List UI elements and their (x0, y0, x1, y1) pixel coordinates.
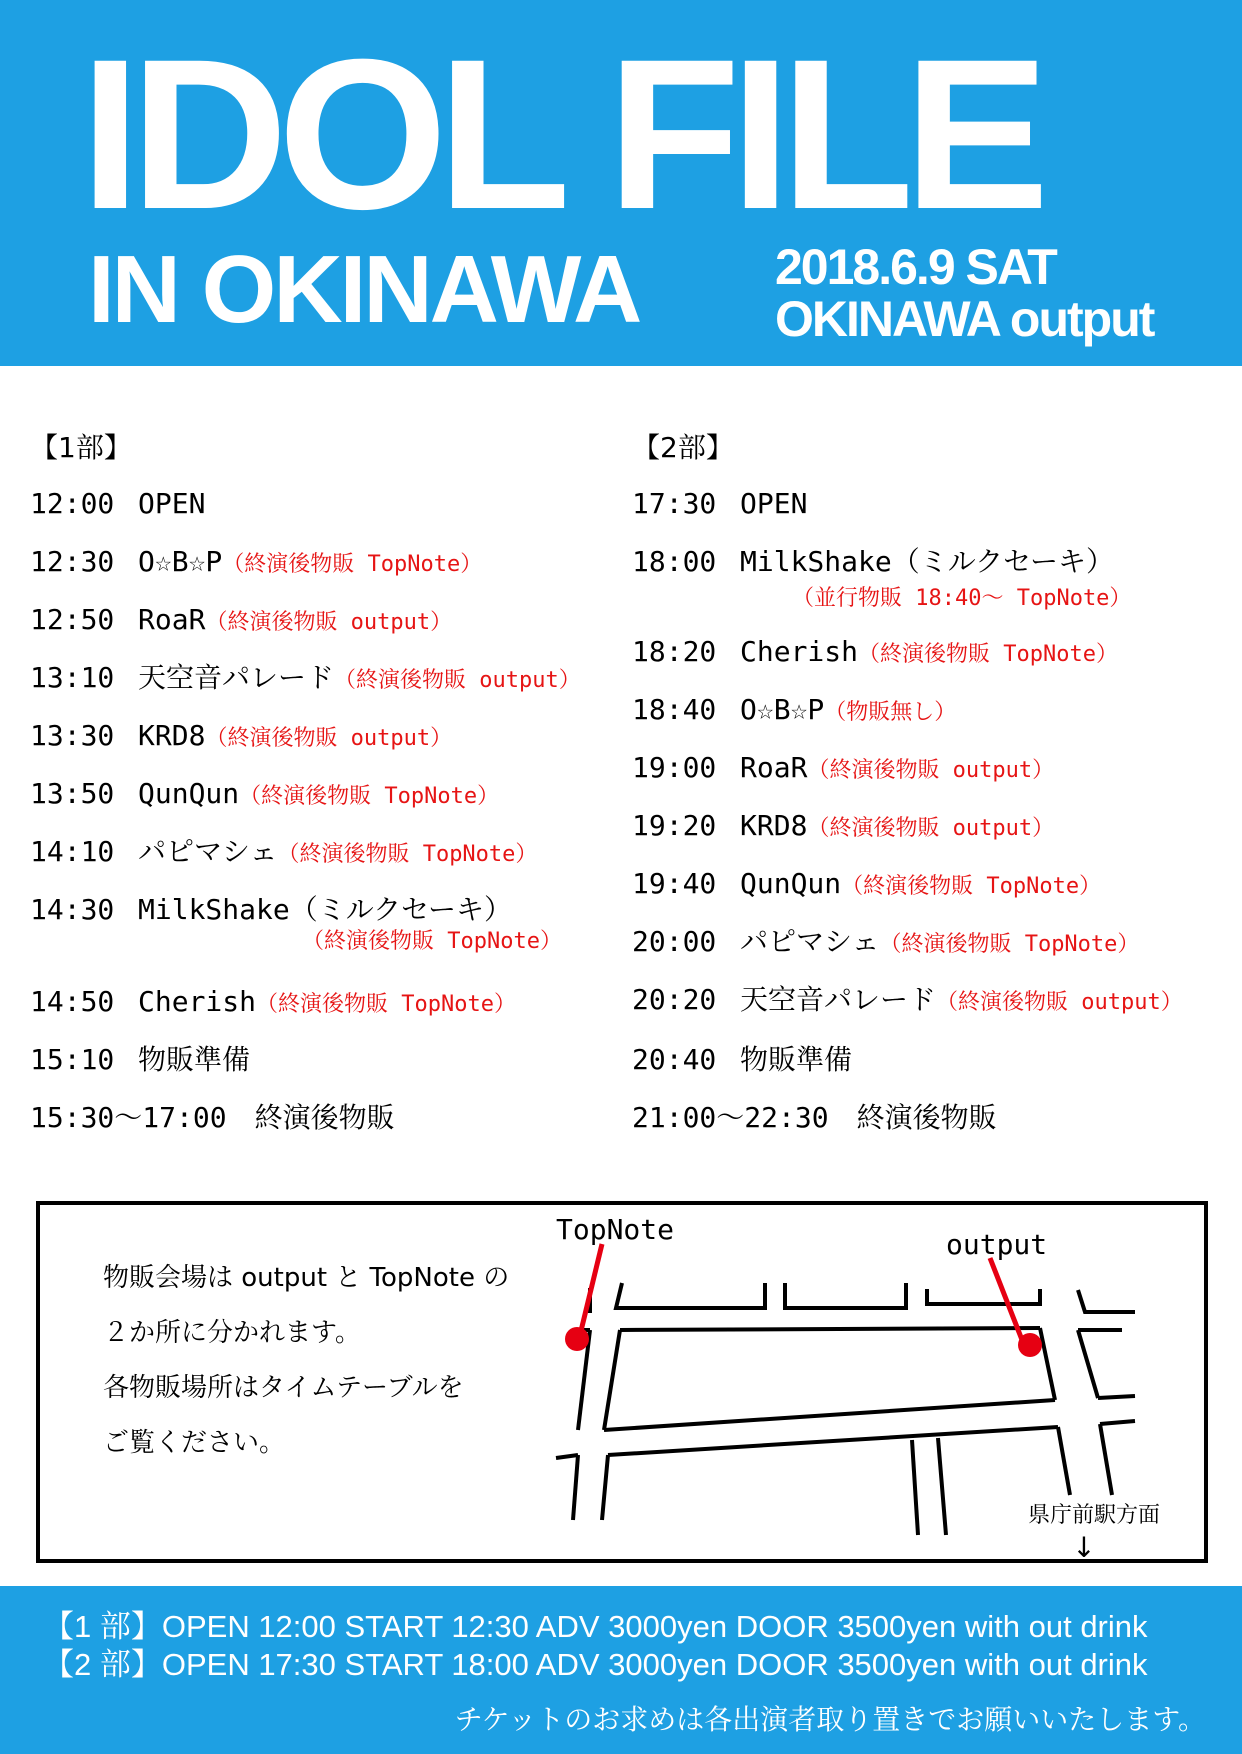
schedule-act: RoaR (138, 603, 206, 636)
milkshake-merch-note: （終演後物販 TopNote） (302, 929, 562, 954)
part2-heading: 【2部】 (632, 431, 734, 464)
schedule-act: KRD8 (138, 719, 206, 752)
map-text-line: ２か所に分かれます。 (103, 1318, 361, 1348)
schedule-time: 13:10 (30, 661, 115, 694)
schedule-act: パピマシェ (138, 835, 278, 868)
map-street (1078, 1330, 1098, 1398)
topnote-label: TopNote (556, 1213, 675, 1246)
schedule-act: Cherish (138, 985, 257, 1018)
map-street (620, 1328, 1040, 1330)
map-street (556, 1455, 578, 1458)
part2-ticket-info: 【2 部】OPEN 17:30 START 18:00 ADV 3000yen DOOR 3500yen with out drink (43, 1647, 1148, 1682)
part1-ticket-info: 【1 部】OPEN 12:00 START 12:30 ADV 3000yen DOOR 3500yen with out drink (43, 1609, 1148, 1644)
schedule-time: 18:20 (632, 635, 717, 668)
merch-note: （終演後物販 output） (205, 726, 453, 751)
map-street (912, 1440, 918, 1535)
schedule-time: 14:30 (30, 893, 115, 926)
schedule-time: 20:20 (632, 983, 717, 1016)
map-street (1078, 1290, 1135, 1312)
merch-note: （終演後物販 TopNote） (222, 552, 483, 577)
schedule-time: 19:20 (632, 809, 717, 842)
map-street (602, 1455, 608, 1520)
merch-note: （終演後物販 output） (807, 816, 1055, 841)
event-subtitle: IN OKINAWA (88, 236, 640, 343)
output-pointer (990, 1258, 1024, 1345)
schedule-act: KRD8 (740, 809, 808, 842)
part1-heading: 【1部】 (30, 431, 132, 464)
schedule-act: 物販準備 (138, 1043, 251, 1076)
schedule-act: 物販準備 (740, 1043, 853, 1076)
schedule-time: 14:10 (30, 835, 115, 868)
schedule-act: パピマシェ (740, 925, 880, 958)
milkshake-merch-note: （並行物販 18:40〜 TopNote） (792, 586, 1132, 611)
map-street (1058, 1427, 1070, 1495)
schedule-time: 13:30 (30, 719, 115, 752)
map-street (573, 1455, 578, 1520)
footer-banner (0, 1586, 1242, 1754)
map-text-line: ご覧ください。 (103, 1428, 286, 1458)
schedule-time: 12:00 (30, 487, 115, 520)
schedule-act: 天空音パレード (138, 661, 335, 694)
schedule-act: 天空音パレード (740, 983, 937, 1016)
final-merch-row: 15:30〜17:00 終演後物販 (30, 1101, 395, 1134)
map-street (927, 1289, 1040, 1304)
merch-note: （終演後物販 output） (334, 668, 581, 693)
schedule-time: 17:30 (632, 487, 717, 520)
schedule-time: 14:50 (30, 985, 115, 1018)
schedule-act: QunQun (740, 867, 842, 900)
event-title: IDOL FILE (80, 15, 1040, 254)
schedule-time: 15:10 (30, 1043, 115, 1076)
schedule-time: 20:00 (632, 925, 717, 958)
event-venue: OKINAWA output (775, 291, 1154, 347)
output-label: output (946, 1228, 1048, 1261)
schedule-act: MilkShake（ミルクセーキ） (138, 893, 513, 926)
event-date: 2018.6.9 SAT (775, 239, 1056, 295)
merch-note: （物販無し） (824, 700, 957, 725)
map-street (604, 1330, 620, 1430)
merch-note: （終演後物販 TopNote） (858, 642, 1118, 667)
ticket-note: チケットのお求めは各出演者取り置きでお願いいたします。 (454, 1703, 1206, 1736)
down-arrow-icon: ↓ (1072, 1531, 1096, 1564)
topnote-marker-icon (565, 1327, 589, 1351)
output-marker-icon (1018, 1333, 1042, 1357)
schedule-time: 20:40 (632, 1043, 717, 1076)
map-street (1098, 1396, 1135, 1398)
merch-note: （終演後物販 TopNote） (879, 932, 1140, 957)
schedule-act: O☆B☆P (138, 545, 223, 578)
schedule-act: O☆B☆P (740, 693, 825, 726)
schedule-time: 12:50 (30, 603, 115, 636)
schedule-time: 19:00 (632, 751, 717, 784)
schedule-time: 13:50 (30, 777, 115, 810)
schedule-act: MilkShake（ミルクセーキ） (740, 545, 1115, 578)
direction-label: 県庁前駅方面 (1028, 1503, 1161, 1528)
schedule-time: 18:00 (632, 545, 717, 578)
map-street (604, 1400, 1055, 1430)
topnote-pointer (580, 1244, 602, 1335)
merch-note: （終演後物販 TopNote） (239, 784, 500, 809)
merch-note: （終演後物販 TopNote） (841, 874, 1102, 899)
schedule-act: OPEN (740, 487, 808, 520)
schedule-act: QunQun (138, 777, 240, 810)
map-street (1040, 1328, 1055, 1400)
merch-note: （終演後物販 output） (936, 990, 1183, 1015)
map-street (785, 1283, 906, 1308)
map-street (608, 1427, 1058, 1455)
map-text-line: 各物販場所はタイムテーブルを (103, 1373, 464, 1403)
merch-note: （終演後物販 TopNote） (277, 842, 538, 867)
schedule-time: 12:30 (30, 545, 115, 578)
schedule-time: 19:40 (632, 867, 717, 900)
final-merch-row: 21:00〜22:30 終演後物販 (632, 1101, 997, 1134)
schedule-act: OPEN (138, 487, 206, 520)
map-street (616, 1283, 765, 1308)
map-street (938, 1438, 946, 1535)
merch-note: （終演後物販 output） (807, 758, 1055, 783)
schedule-time: 18:40 (632, 693, 717, 726)
merch-note: （終演後物販 output） (205, 610, 453, 635)
map-street (1100, 1424, 1112, 1495)
schedule-act: RoaR (740, 751, 808, 784)
schedule-act: Cherish (740, 635, 859, 668)
map-street (1100, 1421, 1135, 1424)
merch-note: （終演後物販 TopNote） (256, 992, 516, 1017)
map-text-line: 物販会場は output と TopNote の (103, 1263, 510, 1293)
